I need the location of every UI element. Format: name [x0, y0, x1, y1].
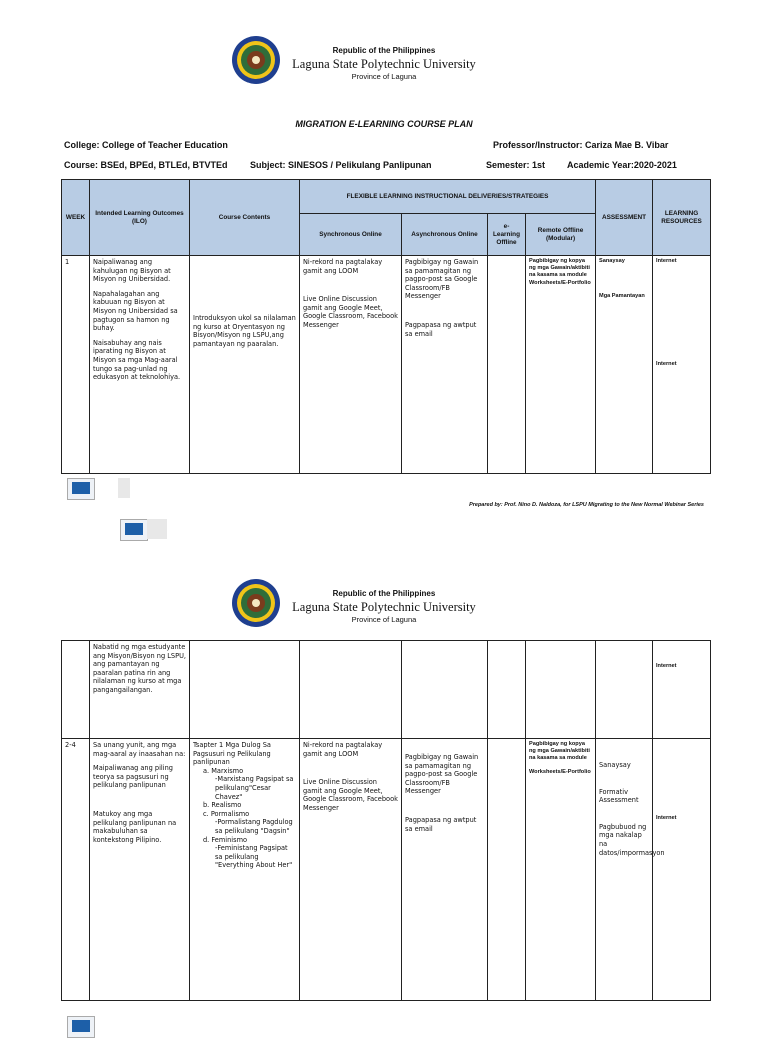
elearning-cell	[488, 256, 526, 474]
assessment-text: Formativ Assessment	[599, 787, 639, 805]
remote-cell	[526, 256, 596, 474]
resources-cell	[653, 739, 711, 1001]
remote-cell	[526, 641, 596, 739]
elearning-cell	[488, 641, 526, 739]
resource-text: Internet	[656, 361, 677, 368]
resource-text: Internet	[656, 258, 677, 264]
province-line: Province of Laguna	[351, 72, 417, 81]
week-cell	[62, 641, 90, 739]
remote-text: Worksheets/E-Portfolio	[529, 279, 591, 286]
assessment-text: Mga Pamantayan	[599, 293, 645, 300]
async-cell	[402, 641, 488, 739]
contents-item: b. Realismo	[203, 801, 242, 810]
sync-cell	[300, 739, 402, 1001]
week-cell: 2-4	[62, 739, 90, 1001]
republic-line: Republic of the Philippines	[332, 46, 436, 55]
ilo-cell	[90, 739, 190, 1001]
university-name: Laguna State Polytechnic University	[292, 57, 476, 71]
document-title: MIGRATION E-LEARNING COURSE PLAN	[295, 119, 473, 129]
ilo-text: Naisabuhay ang nais iparating ng Bisyon at Misyon sa mga Mag-aaral tungo sa pag-unlad ng edukasyon at teknolohiya.	[93, 338, 181, 382]
table-row	[62, 256, 711, 474]
remote-text: Worksheets/E-Portfolio	[529, 768, 591, 775]
contents-subitem: -Marxistang Pagsipat sa pelikulang"Cesar Chavez"	[215, 775, 294, 801]
assessment-cell	[596, 739, 665, 1001]
tuv-certification-badge	[120, 519, 148, 541]
professor-label: Professor/Instructor: Cariza Mae B. Vibar	[493, 140, 669, 150]
resources-cell	[653, 256, 711, 474]
assessment-cell	[596, 641, 653, 739]
async-text: Pagbibigay ng Gawain sa pamamagitan ng pagpo-post sa Google Classroom/FB Messenger	[405, 753, 479, 796]
university-name: Laguna State Polytechnic University	[292, 600, 476, 614]
ilo-text: Napahalagahan ang kabuuan ng Bisyon at Misyon ng Unibersidad sa pagtugon sa hamon ng buhay.	[93, 289, 178, 333]
remote-cell	[526, 739, 596, 1001]
remote-text: Pagbibigay ng kopya ng mga Gawain/aktibiti na kasama sa module	[529, 741, 590, 762]
sync-text: Live Online Discussion gamit ang Google Meet, Google Classroom, Facebook Messenger	[303, 778, 398, 812]
ilo-text: Nabatid ng mga estudyante ang Misyon/Bisyon ng LSPU, ang pamantayan ng paaralan patina rin ang nilalaman ng kurso at mga pangangailangan.	[93, 643, 187, 694]
ilo-cell	[90, 256, 190, 474]
republic-line: Republic of the Philippines	[332, 589, 436, 598]
assessment-text: Sanaysay	[599, 761, 631, 769]
college-label: College: College of Teacher Education	[64, 140, 228, 150]
resource-text: Internet	[656, 663, 677, 669]
contents-cell	[190, 256, 300, 474]
header-synchronous: Synchronous Online	[300, 214, 402, 256]
ilo-text: Matukoy ang mga pelikulang panlipunan na makabuluhan sa kontekstong Pilipino.	[93, 809, 177, 844]
certification-text-block	[147, 519, 167, 539]
table-row	[62, 641, 711, 739]
table-row	[62, 739, 711, 1001]
contents-cell	[190, 739, 300, 1001]
async-cell	[402, 256, 488, 474]
contents-subitem: -Feministang Pagsipat sa pelikulang "Everything About Her"	[215, 844, 293, 870]
header-asynchronous: Asynchronous Online	[402, 214, 488, 256]
semester-label: Semester: 1st	[486, 160, 546, 170]
ilo-cell	[90, 641, 190, 739]
subject-label: Subject: SINESOS / Pelikulang Panlipunan	[250, 160, 432, 170]
assessment-cell	[596, 256, 653, 474]
header-assessment: ASSESSMENT	[596, 180, 653, 256]
sync-text: Ni-rekord na pagtalakay gamit ang LOOM	[303, 741, 383, 758]
header-week: WEEK	[62, 180, 90, 256]
header-elearning-offline: e-Learning Offline	[488, 214, 526, 256]
elearning-cell	[488, 739, 526, 1001]
course-plan-table	[61, 179, 711, 474]
resources-cell	[653, 641, 711, 739]
certification-text-block	[118, 478, 130, 498]
async-cell	[402, 739, 488, 1001]
tuv-certification-badge	[67, 478, 95, 500]
ilo-text: Sa unang yunit, ang mga mag-aaral ay inaasahan na:	[93, 741, 186, 758]
course-label: Course: BSEd, BPEd, BTLEd, BTVTEd	[64, 160, 228, 170]
assessment-text: Sanaysay	[599, 258, 625, 264]
contents-text: Introduksyon ukol sa nilalaman ng kurso at Oryentasyon ng Bisyon/Misyon ng LSPU,ang pamantayan ng paaralan.	[193, 314, 296, 348]
ilo-text: Maipaliwanag ang piling teorya sa pagsusuri ng pelikulang panlipunan	[93, 764, 173, 790]
sync-cell	[300, 641, 402, 739]
week-cell: 1	[62, 256, 90, 474]
header-resources: LEARNING RESOURCES	[653, 180, 711, 256]
sync-text: Live Online Discussion gamit ang Google Meet, Google Classroom, Facebook Messenger	[303, 295, 398, 329]
course-plan-table-continued	[61, 640, 711, 1001]
province-line: Province of Laguna	[351, 615, 417, 624]
header-ilo: Intended Learning Outcomes (ILO)	[90, 180, 190, 256]
contents-cell	[190, 641, 300, 739]
assessment-text: Pagbubuod ng mga nakalap na datos/impormasyon	[599, 822, 665, 857]
prepared-by-note: Prepared by: Prof. Nino D. Naldoza, for LSPU Migrating to the New Normal Webinar Series	[469, 502, 704, 508]
academic-year-label: Academic Year:2020-2021	[567, 160, 677, 170]
contents-item: a. Marxismo	[203, 766, 244, 775]
header-flexible-learning: FLEXIBLE LEARNING INSTRUCTIONAL DELIVERIES/STRATEGIES	[300, 180, 596, 214]
contents-title: Tsapter 1 Mga Dulog Sa Pagsusuri ng Pelikulang panlipunan	[193, 741, 271, 767]
resource-text: Internet	[656, 815, 677, 821]
contents-item: c. Pormalismo	[203, 809, 250, 818]
sync-cell	[300, 256, 402, 474]
header-remote-offline: Remote Offline (Modular)	[526, 214, 596, 256]
remote-text: Pagbibigay ng kopya ng mga Gawain/aktibiti na kasama sa module	[529, 258, 590, 279]
contents-item: d. Feminismo	[203, 835, 248, 844]
ilo-text: Naipaliwanag ang kahulugan ng Bisyon at Misyon ng Unibersidad.	[93, 258, 171, 284]
header-contents: Course Contents	[190, 180, 300, 256]
async-text: Pagbibigay ng Gawain sa pamamagitan ng pagpo-post sa Google Classroom/FB Messenger	[405, 258, 479, 301]
sync-text: Ni-rekord na pagtalakay gamit ang LOOM	[303, 258, 383, 275]
async-text: Pagpapasa ng awtput sa email	[405, 815, 477, 833]
tuv-certification-badge	[67, 1016, 95, 1038]
contents-subitem: -Pormalistang Pagdulog sa pelikulang "Dagsin"	[215, 818, 293, 835]
async-text: Pagpapasa ng awtput sa email	[405, 320, 477, 338]
